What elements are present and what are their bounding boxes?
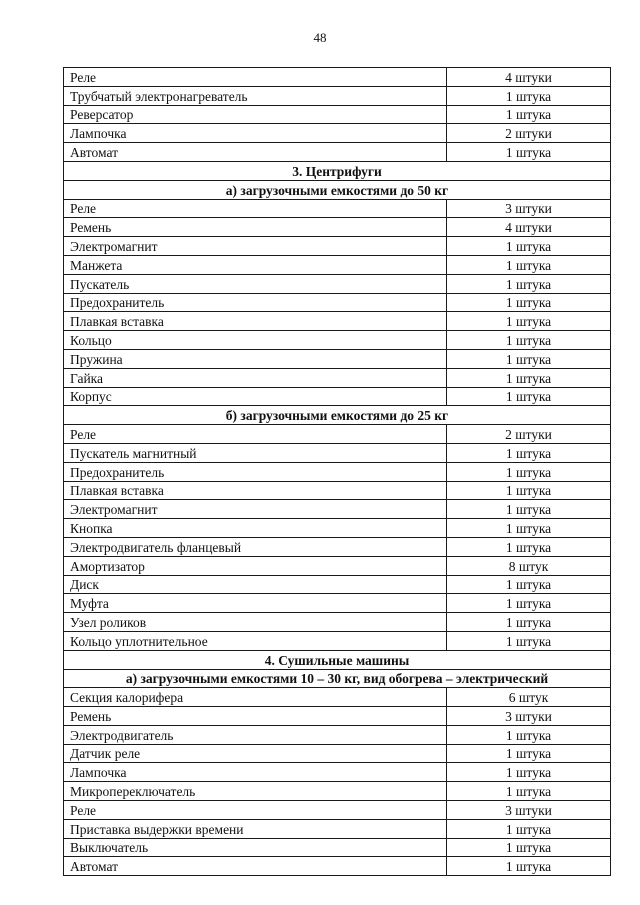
table-row (64, 349, 611, 368)
table-row (64, 387, 611, 406)
item-quantity: 3 штуки (447, 801, 611, 820)
table-row (64, 331, 611, 350)
table-row (64, 744, 611, 763)
table-row (64, 575, 611, 594)
item-name: Кольцо (64, 331, 447, 350)
section-heading: 4. Сушильные машины (64, 650, 611, 669)
item-quantity: 1 штука (447, 575, 611, 594)
item-name: Пускатель магнитный (64, 443, 447, 462)
item-name: Амортизатор (64, 556, 447, 575)
item-name: Пускатель (64, 274, 447, 293)
item-name: Электромагнит (64, 500, 447, 519)
subsection-heading-row (64, 180, 611, 199)
item-quantity: 1 штука (447, 481, 611, 500)
item-quantity: 8 штук (447, 556, 611, 575)
item-quantity: 1 штука (447, 368, 611, 387)
item-name: Муфта (64, 594, 447, 613)
item-name: Датчик реле (64, 744, 447, 763)
item-quantity: 1 штука (447, 594, 611, 613)
subsection-heading: а) загрузочными емкостями 10 – 30 кг, вид обогрева – электрический (64, 669, 611, 688)
item-quantity: 3 штуки (447, 707, 611, 726)
item-name: Предохранитель (64, 293, 447, 312)
table-row (64, 143, 611, 162)
item-name: Кнопка (64, 519, 447, 538)
item-name: Реверсатор (64, 105, 447, 124)
table-row (64, 857, 611, 876)
table-row (64, 68, 611, 87)
item-name: Микропереключатель (64, 782, 447, 801)
table-row (64, 274, 611, 293)
subsection-heading: б) загрузочными емкостями до 25 кг (64, 406, 611, 425)
spare-parts-table-body (64, 68, 611, 876)
item-quantity: 1 штука (447, 782, 611, 801)
item-quantity: 1 штука (447, 274, 611, 293)
table-row (64, 255, 611, 274)
item-quantity: 1 штука (447, 312, 611, 331)
item-name: Ремень (64, 218, 447, 237)
table-row (64, 443, 611, 462)
item-quantity: 1 штука (447, 613, 611, 632)
item-name: Автомат (64, 857, 447, 876)
table-row (64, 594, 611, 613)
item-name: Реле (64, 199, 447, 218)
item-quantity: 1 штука (447, 537, 611, 556)
item-quantity: 1 штука (447, 105, 611, 124)
table-row (64, 425, 611, 444)
table-row (64, 368, 611, 387)
table-row (64, 819, 611, 838)
item-quantity: 1 штука (447, 143, 611, 162)
section-heading-row (64, 650, 611, 669)
item-name: Гайка (64, 368, 447, 387)
table-row (64, 218, 611, 237)
table-row (64, 481, 611, 500)
item-quantity: 2 штуки (447, 425, 611, 444)
item-quantity: 1 штука (447, 519, 611, 538)
table-row (64, 105, 611, 124)
table-row (64, 462, 611, 481)
item-name: Трубчатый электронагреватель (64, 86, 447, 105)
item-quantity: 1 штука (447, 857, 611, 876)
item-quantity: 4 штуки (447, 218, 611, 237)
spare-parts-table (63, 67, 611, 876)
item-name: Пружина (64, 349, 447, 368)
item-name: Кольцо уплотнительное (64, 631, 447, 650)
table-row (64, 763, 611, 782)
table-row (64, 707, 611, 726)
item-quantity: 1 штука (447, 838, 611, 857)
subsection-heading: а) загрузочными емкостями до 50 кг (64, 180, 611, 199)
item-name: Выключатель (64, 838, 447, 857)
item-quantity: 1 штука (447, 443, 611, 462)
item-quantity: 1 штука (447, 725, 611, 744)
table-row (64, 312, 611, 331)
table-row (64, 293, 611, 312)
table-row (64, 613, 611, 632)
item-name: Ремень (64, 707, 447, 726)
table-row (64, 86, 611, 105)
table-row (64, 631, 611, 650)
subsection-heading-row (64, 669, 611, 688)
subsection-heading-row (64, 406, 611, 425)
item-name: Приставка выдержки времени (64, 819, 447, 838)
item-quantity: 1 штука (447, 293, 611, 312)
item-name: Реле (64, 425, 447, 444)
item-quantity: 1 штука (447, 86, 611, 105)
table-row (64, 500, 611, 519)
table-row (64, 838, 611, 857)
item-quantity: 1 штука (447, 387, 611, 406)
item-quantity: 1 штука (447, 631, 611, 650)
item-quantity: 6 штук (447, 688, 611, 707)
table-row (64, 519, 611, 538)
item-name: Электродвигатель (64, 725, 447, 744)
item-name: Манжета (64, 255, 447, 274)
item-name: Предохранитель (64, 462, 447, 481)
item-quantity: 1 штука (447, 744, 611, 763)
item-quantity: 4 штуки (447, 68, 611, 87)
item-quantity: 1 штука (447, 237, 611, 256)
item-quantity: 1 штука (447, 763, 611, 782)
section-heading: 3. Центрифуги (64, 161, 611, 180)
item-quantity: 1 штука (447, 349, 611, 368)
item-name: Электродвигатель фланцевый (64, 537, 447, 556)
item-quantity: 2 штуки (447, 124, 611, 143)
table-row (64, 782, 611, 801)
item-name: Реле (64, 68, 447, 87)
table-row (64, 237, 611, 256)
item-name: Реле (64, 801, 447, 820)
table-row (64, 537, 611, 556)
item-quantity: 1 штука (447, 255, 611, 274)
item-name: Диск (64, 575, 447, 594)
item-quantity: 3 штуки (447, 199, 611, 218)
item-name: Электромагнит (64, 237, 447, 256)
item-name: Автомат (64, 143, 447, 162)
table-row (64, 688, 611, 707)
item-quantity: 1 штука (447, 462, 611, 481)
item-name: Плавкая вставка (64, 312, 447, 331)
item-name: Лампочка (64, 763, 447, 782)
item-quantity: 1 штука (447, 500, 611, 519)
item-quantity: 1 штука (447, 331, 611, 350)
table-row (64, 199, 611, 218)
page-number: 48 (313, 30, 327, 45)
table-row (64, 124, 611, 143)
table-row (64, 556, 611, 575)
item-name: Лампочка (64, 124, 447, 143)
item-name: Секция калорифера (64, 688, 447, 707)
item-quantity: 1 штука (447, 819, 611, 838)
item-name: Плавкая вставка (64, 481, 447, 500)
section-heading-row (64, 161, 611, 180)
item-name: Корпус (64, 387, 447, 406)
table-row (64, 801, 611, 820)
table-row (64, 725, 611, 744)
item-name: Узел роликов (64, 613, 447, 632)
